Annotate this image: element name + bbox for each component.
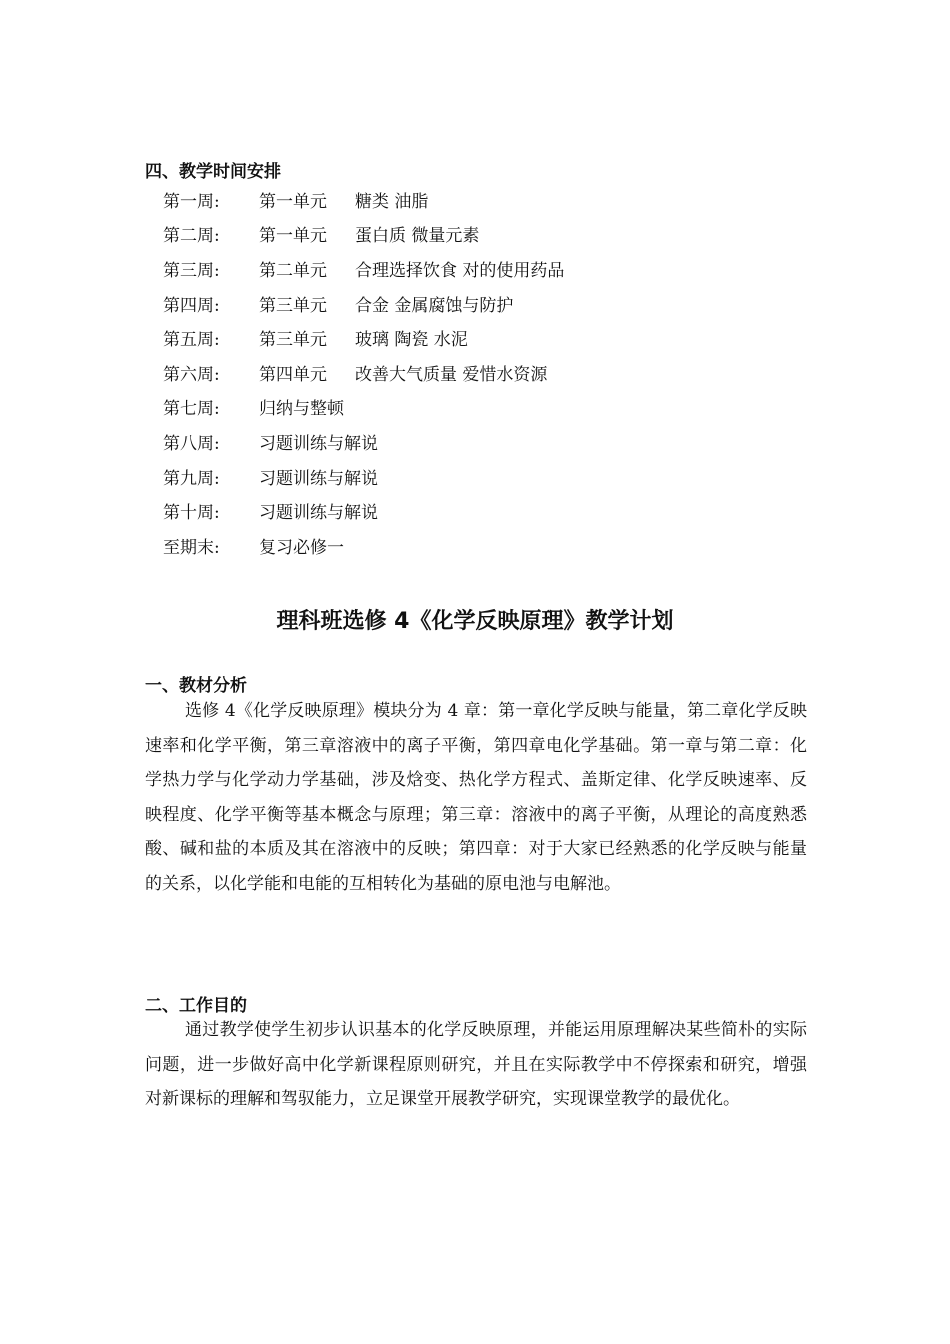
unit-label: 第一单元: [259, 226, 327, 247]
schedule-row: [163, 390, 564, 425]
material-analysis-paragraph: 选修 4《化学反映原理》模块分为 4 章：第一章化学反映与能量，第二章化学反映速率和化学平衡，第三章溶液中的离子平衡，第四章电化学基础。第一章与第二章：化学热力学与化学动力学基础，涉及焓变、热化学方程式、盖斯定律、化学反映速率、反映程度、化学平衡等基本概念与原理；第三章：溶液中的离子平衡，从理论的高度熟悉酸、碱和盐的本质及其在溶液中的反映；第四章：对于大家已经熟悉的化学反映与能量的关系，以化学能和电能的互相转化为基础的原电池与电解池。: [145, 701, 807, 894]
week-label: 第十周:: [163, 503, 220, 524]
work-goals-paragraph: 通过教学使学生初步认识基本的化学反映原理，并能运用原理解决某些简朴的实际问题，进一步做好高中化学新课程原则研究，并且在实际教学中不停探索和研究，增强对新课标的理解和驾驭能力，立足课堂开展教学研究，实现课堂教学的最优化。: [145, 1020, 807, 1110]
unit-label: 第四单元: [259, 364, 327, 385]
schedule-list: [163, 182, 564, 563]
schedule-row: [163, 286, 564, 321]
schedule-row: [163, 493, 564, 528]
week-label: 第六周:: [163, 364, 220, 385]
section-heading-work-goals: 二、工作目的: [145, 996, 247, 1016]
unit-label: 习题训练与解说: [259, 503, 378, 524]
unit-label: 习题训练与解说: [259, 433, 378, 454]
topic-label: 糖类 油脂: [355, 191, 429, 212]
schedule-row: [163, 251, 564, 286]
unit-label: 归纳与整顿: [259, 399, 344, 420]
topic-label: 改善大气质量 爱惜水资源: [355, 364, 548, 385]
week-label: 至期末:: [163, 537, 220, 558]
week-label: 第七周:: [163, 399, 220, 420]
week-label: 第三周:: [163, 260, 220, 281]
schedule-row: [163, 182, 564, 217]
week-label: 第一周:: [163, 191, 220, 212]
week-label: 第五周:: [163, 330, 220, 351]
unit-label: 第一单元: [259, 191, 327, 212]
topic-label: 合金 金属腐蚀与防护: [355, 295, 514, 316]
schedule-row: [163, 320, 564, 355]
week-label: 第四周:: [163, 295, 220, 316]
week-label: 第八周:: [163, 433, 220, 454]
section-heading-material-analysis: 一、教材分析: [145, 676, 247, 696]
topic-label: 玻璃 陶瓷 水泥: [355, 330, 468, 351]
schedule-row: [163, 528, 564, 563]
unit-label: 复习必修一: [259, 537, 344, 558]
week-label: 第九周:: [163, 468, 220, 489]
unit-label: 第三单元: [259, 295, 327, 316]
schedule-row: [163, 355, 564, 390]
section-heading-schedule: 四、教学时间安排: [145, 162, 281, 182]
unit-label: 第二单元: [259, 260, 327, 281]
schedule-row: [163, 424, 564, 459]
unit-label: 习题训练与解说: [259, 468, 378, 489]
schedule-row: [163, 217, 564, 252]
plan-title: 理科班选修 4《化学反映原理》教学计划: [276, 609, 674, 634]
schedule-row: [163, 459, 564, 494]
topic-label: 蛋白质 微量元素: [355, 226, 480, 247]
unit-label: 第三单元: [259, 330, 327, 351]
topic-label: 合理选择饮食 对的使用药品: [355, 260, 565, 281]
week-label: 第二周:: [163, 226, 220, 247]
